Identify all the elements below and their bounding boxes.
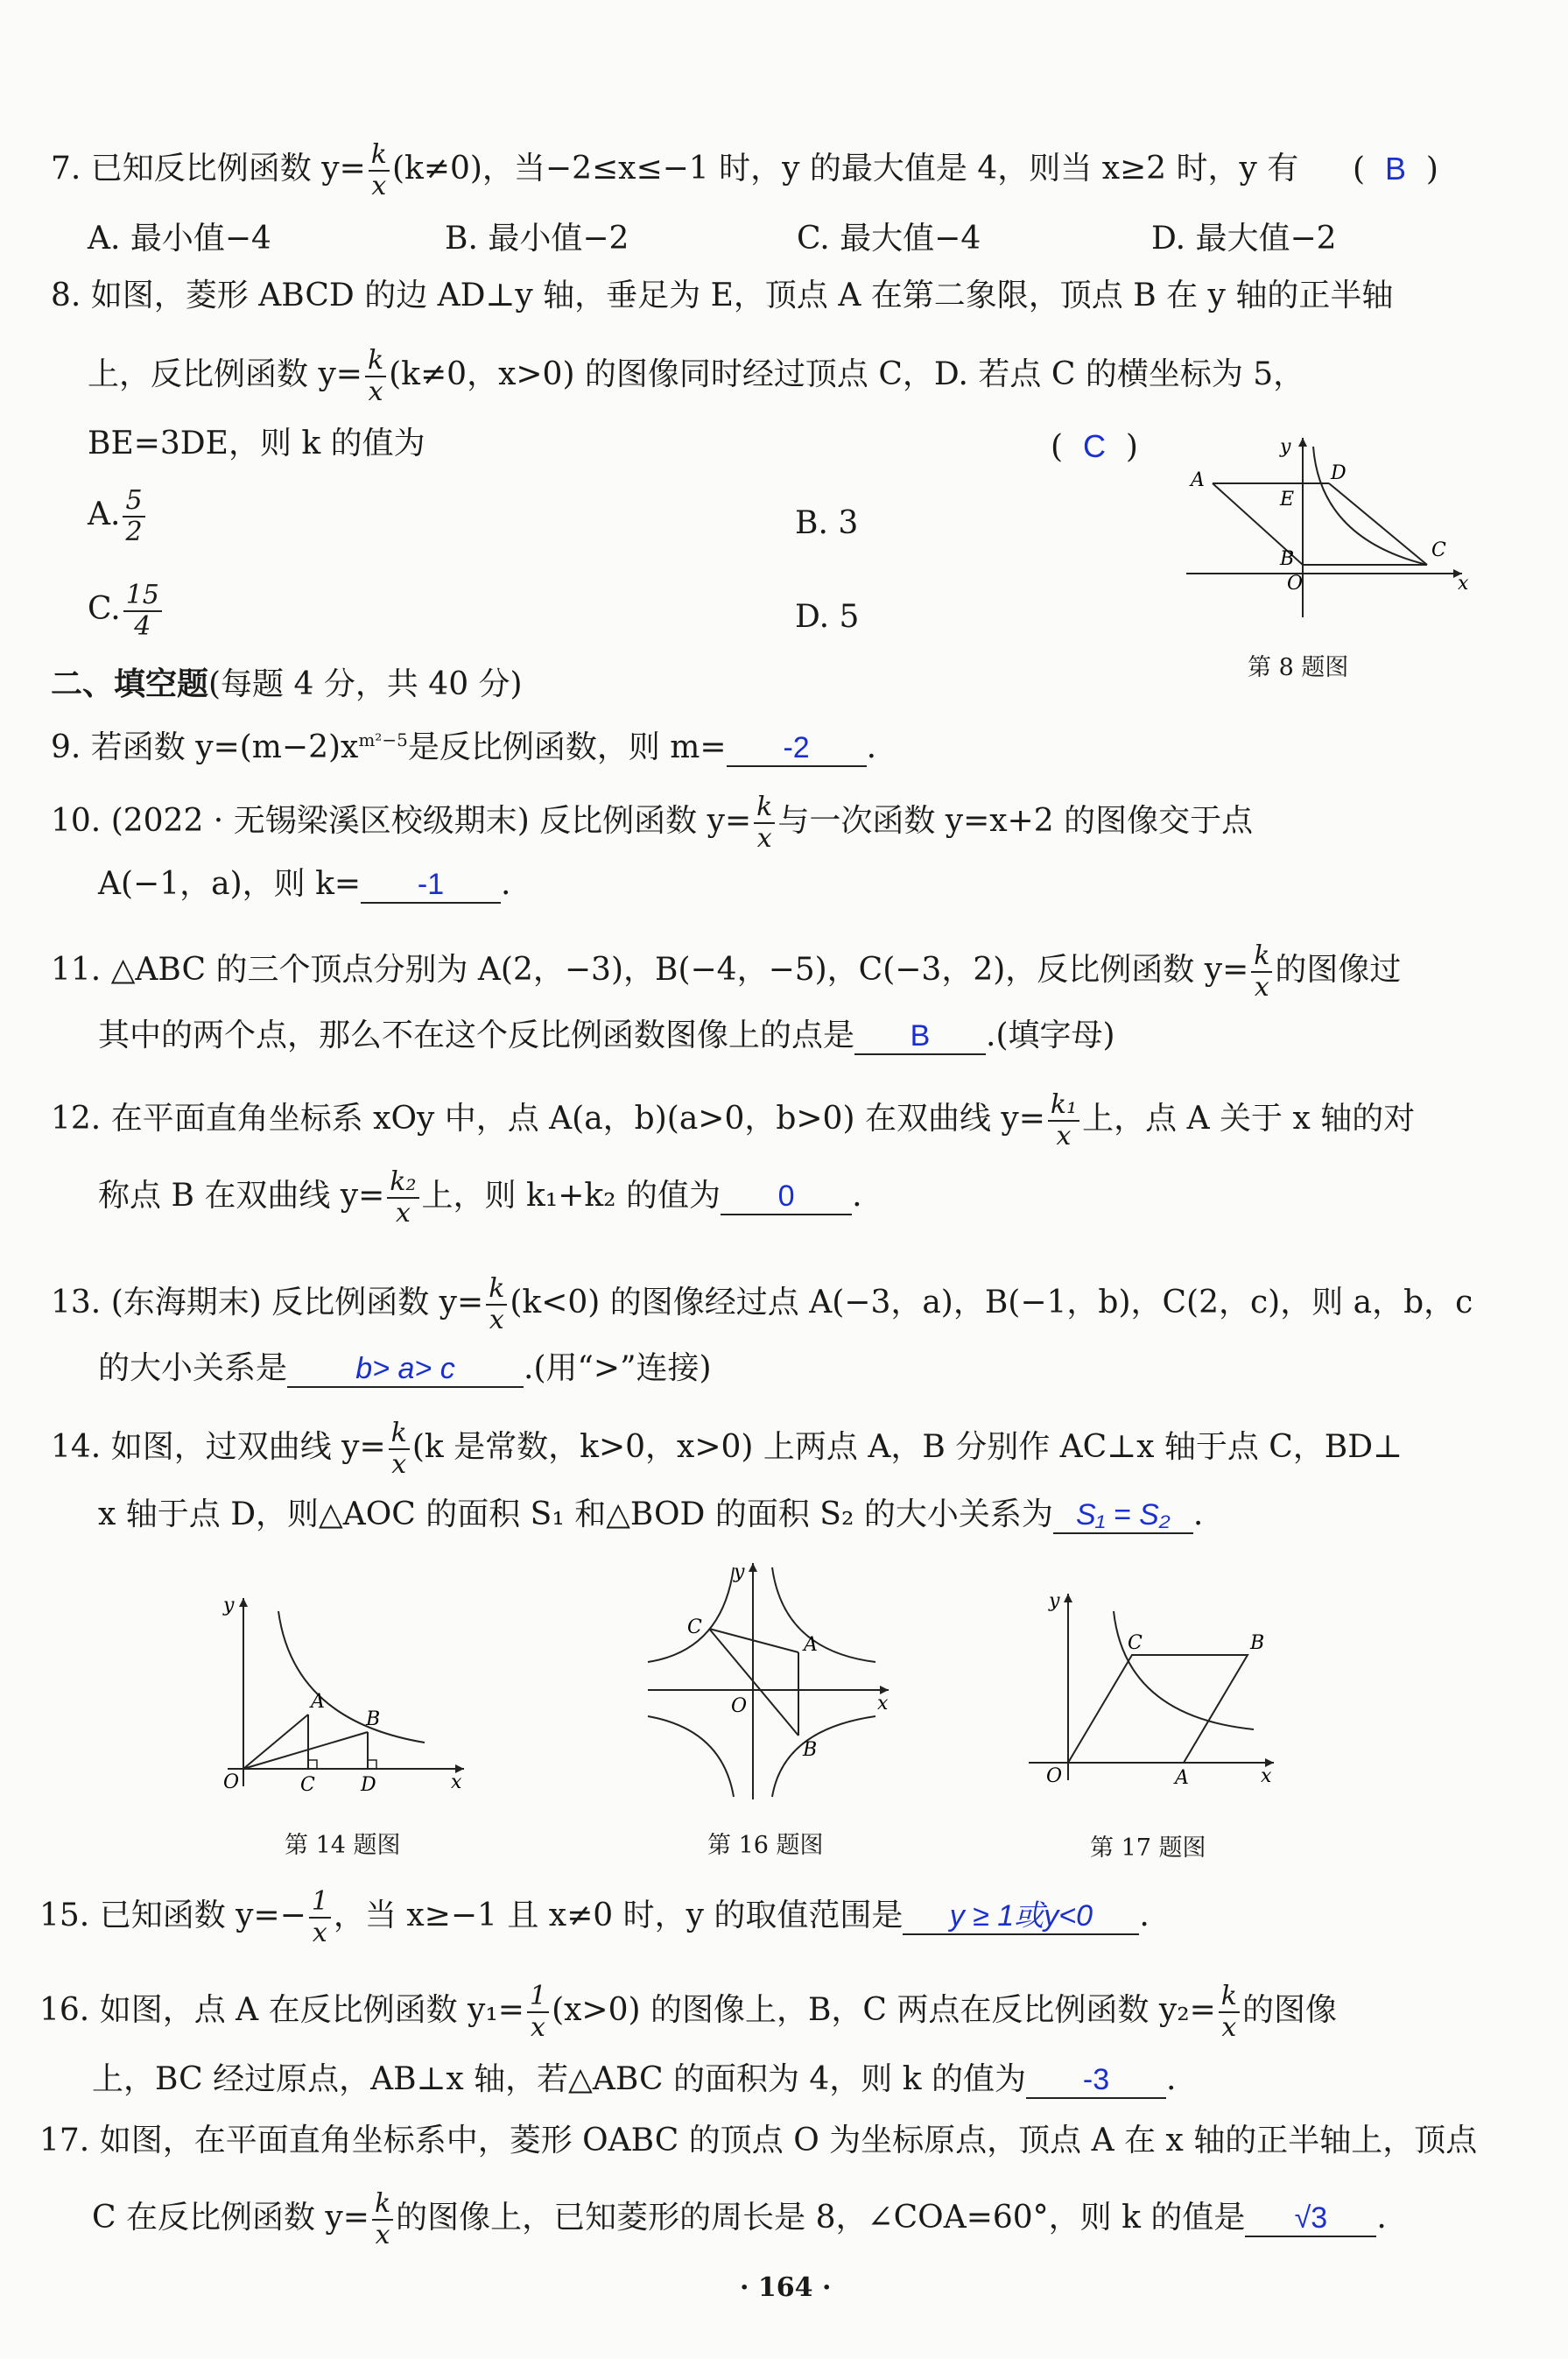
- fig16-caption: 第 16 题图: [707, 1832, 824, 1859]
- fig14-label-d: D: [361, 1774, 376, 1796]
- q15-frac-num: 1: [309, 1887, 331, 1919]
- section2-title: 二、填空题: [51, 665, 209, 702]
- fig16-label-o: O: [731, 1695, 748, 1717]
- fig8-side-dc: [1329, 483, 1427, 565]
- q16-line1-b: (x>0) 的图像上，B，C 两点在反比例函数 y₂=: [552, 1992, 1216, 2028]
- q9-stem-b: 是反比例函数，则 m=: [407, 729, 727, 765]
- q13-line2: [98, 1347, 712, 1391]
- q16-frac2-num: k: [1219, 1982, 1240, 2013]
- fig8-label-c: C: [1431, 539, 1446, 561]
- fig8-label-o: O: [1287, 573, 1304, 595]
- q16-frac1-den: x: [531, 2012, 545, 2043]
- q15-stem: 15. 已知函数 y=− $\frac{1}{x}$ ，当 x≥−1 且 x≠0 时，y 的取值范围是 y ≥ 1或y<0 .: [39, 1886, 1150, 1948]
- q14-line2: x 轴于点 D，则△AOC 的面积 S₁ 和△BOD 的面积 S₂ 的大小关系为 S₁ = S₂ .: [98, 1496, 1204, 1532]
- q11-frac-num: k: [1251, 941, 1272, 973]
- fig8-y-arrow: [1298, 438, 1307, 447]
- q12-frac2-den: x: [395, 1198, 411, 1229]
- q12-line1: [51, 1090, 1415, 1151]
- q12-line2-b: 上，则 k₁+k₂ 的值为: [421, 1178, 721, 1214]
- q14-line1-a: 14. 如图，过双曲线 y=: [51, 1429, 386, 1465]
- page-number: · 164 ·: [740, 2272, 832, 2303]
- fig8-label-b: B: [1280, 548, 1295, 570]
- q10-line1: [51, 792, 1253, 854]
- fig8-label-e: E: [1280, 489, 1295, 511]
- q9-stem: 9. 若函数 $y=(m-2)x^{m^2-5}$是反比例函数，则 m= -2 .: [51, 729, 877, 765]
- q12-frac1-num: k₁: [1048, 1090, 1079, 1122]
- q11-line1: [51, 941, 1401, 1003]
- fig16-label-a: A: [804, 1634, 818, 1656]
- fig16-hyperbola-q4: [772, 1716, 875, 1797]
- q7-stem-part-b: (k≠0)，当−2≤x≤−1 时，y 的最大值是 4，则当 x≥2 时，y 有: [391, 151, 1299, 187]
- q7-frac-den: x: [371, 171, 387, 201]
- q8-option-a-fraction: [123, 486, 144, 547]
- fig14-label-o: O: [223, 1771, 240, 1793]
- q13-line2-end: .(用“>”连接): [524, 1350, 712, 1386]
- q7-answer-paren: ( B ): [1353, 151, 1438, 187]
- q15-answer: y ≥ 1或y<0: [903, 1898, 1139, 1935]
- q16-line2-text: 上，BC 经过原点，AB⊥x 轴，若△ABC 的面积为 4，则 k 的值为: [92, 2061, 1027, 2097]
- q13-frac-num: k: [486, 1274, 507, 1306]
- fig16-y-arrow: [749, 1563, 757, 1572]
- q7-option-d: D. 最大值−2: [1151, 221, 1337, 257]
- section2-header: [51, 662, 523, 707]
- fig16-label-y: y: [734, 1561, 745, 1583]
- q16-frac1-num: 1: [527, 1982, 549, 2013]
- q12-line1-a: 12. 在平面直角坐标系 xOy 中，点 A(a，b)(a>0，b>0) 在双曲线 y=: [51, 1101, 1045, 1137]
- q16-line2: 上，BC 经过原点，AB⊥x 轴，若△ABC 的面积为 4，则 k 的值为 -3 .: [92, 2061, 1177, 2097]
- fig8-label-x: x: [1458, 573, 1469, 595]
- q14-line1: [51, 1419, 1403, 1480]
- fig14-y-arrow: [239, 1598, 248, 1607]
- q11-frac-den: x: [1254, 972, 1269, 1003]
- fig14-label-y: y: [223, 1595, 235, 1616]
- q8-frac-num: k: [365, 346, 386, 377]
- q10-line2: A(−1，a)，则 k= -1 .: [98, 866, 511, 902]
- q14-frac-num: k: [389, 1419, 410, 1450]
- q13-line1: [51, 1274, 1473, 1335]
- q7-fraction: [369, 140, 390, 201]
- q8-option-d: D. 5: [795, 599, 860, 635]
- q11-line2-end: .(填字母): [986, 1018, 1115, 1053]
- q13-answer: b> a> c: [287, 1351, 524, 1388]
- q12-frac2-num: k₂: [387, 1167, 418, 1199]
- fig17-label-a: A: [1175, 1767, 1189, 1789]
- q8-option-c-fraction: [123, 581, 162, 642]
- q8-option-c: [88, 581, 165, 642]
- q8-option-a-label: A.: [88, 496, 121, 532]
- fig16-hyperbola-q3: [648, 1716, 734, 1797]
- q11-answer: B: [854, 1018, 986, 1055]
- fig16-hyperbola-q1: [772, 1567, 875, 1662]
- q12-line1-b: 上，点 A 关于 x 轴的对: [1082, 1101, 1416, 1137]
- q14-frac-den: x: [391, 1449, 407, 1480]
- q16-answer: -3: [1026, 2062, 1166, 2099]
- q12-line2: 称点 B 在双曲线 y= $\frac{\text{k₂}}{x}$ 上，则 k₁+k₂ 的值为 0 .: [98, 1166, 862, 1229]
- fig14-segment-ob: [243, 1732, 368, 1769]
- q13-line1-b: (k<0) 的图像经过点 A(−3，a)，B(−1，b)，C(2，c)，则 a，b，c: [510, 1285, 1473, 1320]
- figure-8: [1173, 433, 1471, 635]
- q12-answer: 0: [721, 1179, 852, 1215]
- fig17-label-b: B: [1250, 1632, 1265, 1654]
- q10-line2-text: A(−1，a)，则 k=: [98, 866, 362, 902]
- q13-frac-den: x: [489, 1305, 504, 1335]
- q7-stem-part-a: 7. 已知反比例函数 y=: [51, 151, 366, 187]
- fig17-y-arrow: [1064, 1594, 1072, 1602]
- fig14-caption: 第 14 题图: [285, 1832, 401, 1859]
- q16-fraction-1: [527, 1982, 549, 2043]
- q8-option-c-num: 15: [123, 581, 162, 612]
- q8-line2: [88, 346, 1304, 407]
- q8-option-a-den: 2: [125, 517, 143, 547]
- fig17-label-x: x: [1261, 1765, 1272, 1787]
- q8-line1: 8. 如图，菱形 ABCD 的边 AD⊥y 轴，垂足为 E，顶点 A 在第二象限，顶点 B 在 y 轴的正半轴: [51, 278, 1394, 313]
- q9-stem-a: 9. 若函数 y=(m−2)x: [51, 729, 359, 765]
- q12-fraction-1: [1048, 1090, 1079, 1151]
- figure-14: [210, 1594, 473, 1799]
- q16-fraction-2: [1219, 1982, 1240, 2043]
- q16-line1-a: 16. 如图，点 A 在反比例函数 y₁=: [39, 1992, 524, 2028]
- q11-line1-a: 11. △ABC 的三个顶点分别为 A(2，−3)，B(−4，−5)，C(−3，2)，反比例函数 y=: [51, 952, 1249, 988]
- q10-line1-a: 10. (2022 · 无锡梁溪区校级期末) 反比例函数 y=: [51, 803, 752, 839]
- q8-option-c-label: C.: [88, 591, 121, 627]
- q10-line1-b: 与一次函数 y=x+2 的图像交于点: [777, 803, 1254, 839]
- fig16-label-x: x: [877, 1693, 889, 1715]
- figure-17: [1024, 1589, 1278, 1804]
- fig8-label-y: y: [1280, 436, 1291, 458]
- q17-line1: 17. 如图，在平面直角坐标系中，菱形 OABC 的顶点 O 为坐标原点，顶点 A 在 x 轴的正半轴上，顶点: [39, 2123, 1478, 2158]
- q16-line1: [39, 1982, 1337, 2043]
- q16-line1-c: 的图像: [1241, 1992, 1337, 2028]
- q16-frac2-den: x: [1221, 2012, 1237, 2043]
- fig8-label-a: A: [1191, 469, 1205, 491]
- q10-frac-num: k: [754, 792, 775, 824]
- q7-answer: B: [1384, 151, 1406, 187]
- section2-note: (每题 4 分，共 40 分): [208, 666, 523, 702]
- q15-fraction: [309, 1887, 331, 1948]
- q12-frac1-den: x: [1056, 1121, 1072, 1151]
- q17-answer: √3: [1245, 2201, 1376, 2237]
- fig14-label-c: C: [300, 1774, 315, 1796]
- q17-fraction: [372, 2189, 393, 2250]
- q10-fraction: [754, 792, 775, 854]
- q8-line2-a: 上，反比例函数 y=: [88, 356, 362, 392]
- q8-fraction: [365, 346, 386, 407]
- q17-line2-b: 的图像上，已知菱形的周长是 8，∠COA=60°，则 k 的值是: [396, 2200, 1246, 2236]
- q8-option-a: [88, 486, 148, 547]
- q14-line1-b: (k 是常数，k>0，x>0) 上两点 A，B 分别作 AC⊥x 轴于点 C，BD⊥: [411, 1429, 1403, 1465]
- fig17-label-o: O: [1046, 1765, 1063, 1787]
- q9-answer: -2: [727, 730, 867, 767]
- fig14-right-angle-c: [308, 1760, 317, 1769]
- q8-frac-den: x: [368, 377, 383, 407]
- q8-option-a-num: 5: [123, 486, 144, 518]
- q8-line2-b: (k≠0，x>0) 的图像同时经过顶点 C，D. 若点 C 的横坐标为 5，: [389, 356, 1305, 392]
- q11-line1-b: 的图像过: [1275, 952, 1402, 988]
- q9-exponent: m²−5: [358, 729, 408, 750]
- q13-line2-text: 的大小关系是: [98, 1350, 288, 1386]
- q11-line2: [98, 1014, 1115, 1058]
- q14-fraction: [389, 1419, 410, 1480]
- fig17-label-y: y: [1049, 1590, 1060, 1612]
- fig17-hyperbola: [1114, 1611, 1254, 1729]
- q14-answer: S₁ = S₂: [1053, 1497, 1193, 1534]
- fig8-caption: 第 8 题图: [1248, 654, 1349, 681]
- q8-option-c-den: 4: [134, 611, 151, 642]
- figure-16: [639, 1559, 893, 1804]
- q8-option-b: B. 3: [795, 505, 859, 541]
- fig17-label-c: C: [1128, 1632, 1143, 1654]
- q17-frac-den: x: [375, 2220, 390, 2250]
- q7-option-a: A. 最小值−4: [88, 221, 271, 257]
- fig16-label-c: C: [687, 1616, 702, 1638]
- q15-frac-den: x: [312, 1918, 327, 1948]
- fig14-hyperbola: [278, 1611, 425, 1743]
- q8-line3: BE=3DE，则 k 的值为: [88, 426, 425, 461]
- q17-line2-a: C 在反比例函数 y=: [92, 2200, 369, 2236]
- q13-line1-a: 13. (东海期末) 反比例函数 y=: [51, 1285, 484, 1320]
- q8-answer-paren: ( C ): [1051, 428, 1138, 465]
- q17-line2: C 在反比例函数 y= $\frac{k}{x}$ 的图像上，已知菱形的周长是 8，∠COA=60°，则 k 的值是 √3 .: [92, 2188, 1387, 2250]
- q11-fraction: [1251, 941, 1272, 1003]
- fig14-label-x: x: [451, 1771, 462, 1793]
- fig14-segment-oa: [243, 1715, 308, 1769]
- q10-frac-den: x: [756, 823, 772, 854]
- q8-answer: C: [1082, 428, 1106, 464]
- q15-stem-b: ，当 x≥−1 且 x≠0 时，y 的取值范围是: [333, 1898, 904, 1933]
- fig17-rhombus: [1068, 1655, 1248, 1763]
- fig14-label-a: A: [311, 1691, 325, 1713]
- q7-option-c: C. 最大值−4: [797, 221, 981, 257]
- q7-option-b: B. 最小值−2: [445, 221, 629, 257]
- q12-line2-a: 称点 B 在双曲线 y=: [98, 1178, 385, 1214]
- q11-line2-text: 其中的两个点，那么不在这个反比例函数图像上的点是: [98, 1018, 855, 1053]
- fig8-label-d: D: [1331, 462, 1347, 484]
- q7-stem: [51, 140, 1298, 201]
- q10-answer: -1: [361, 867, 501, 904]
- q13-fraction: [486, 1274, 507, 1335]
- q15-stem-a: 15. 已知函数 y=−: [39, 1898, 306, 1933]
- fig17-caption: 第 17 题图: [1090, 1834, 1206, 1862]
- fig14-label-b: B: [366, 1708, 381, 1730]
- fig16-hyperbola-q2: [648, 1567, 734, 1662]
- q12-fraction-2: [387, 1167, 418, 1229]
- fig16-label-b: B: [803, 1739, 818, 1761]
- q7-frac-num: k: [369, 140, 390, 172]
- q14-line2-text: x 轴于点 D，则△AOC 的面积 S₁ 和△BOD 的面积 S₂ 的大小关系为: [98, 1496, 1053, 1532]
- q17-frac-num: k: [372, 2189, 393, 2221]
- fig14-right-angle-d: [368, 1760, 376, 1769]
